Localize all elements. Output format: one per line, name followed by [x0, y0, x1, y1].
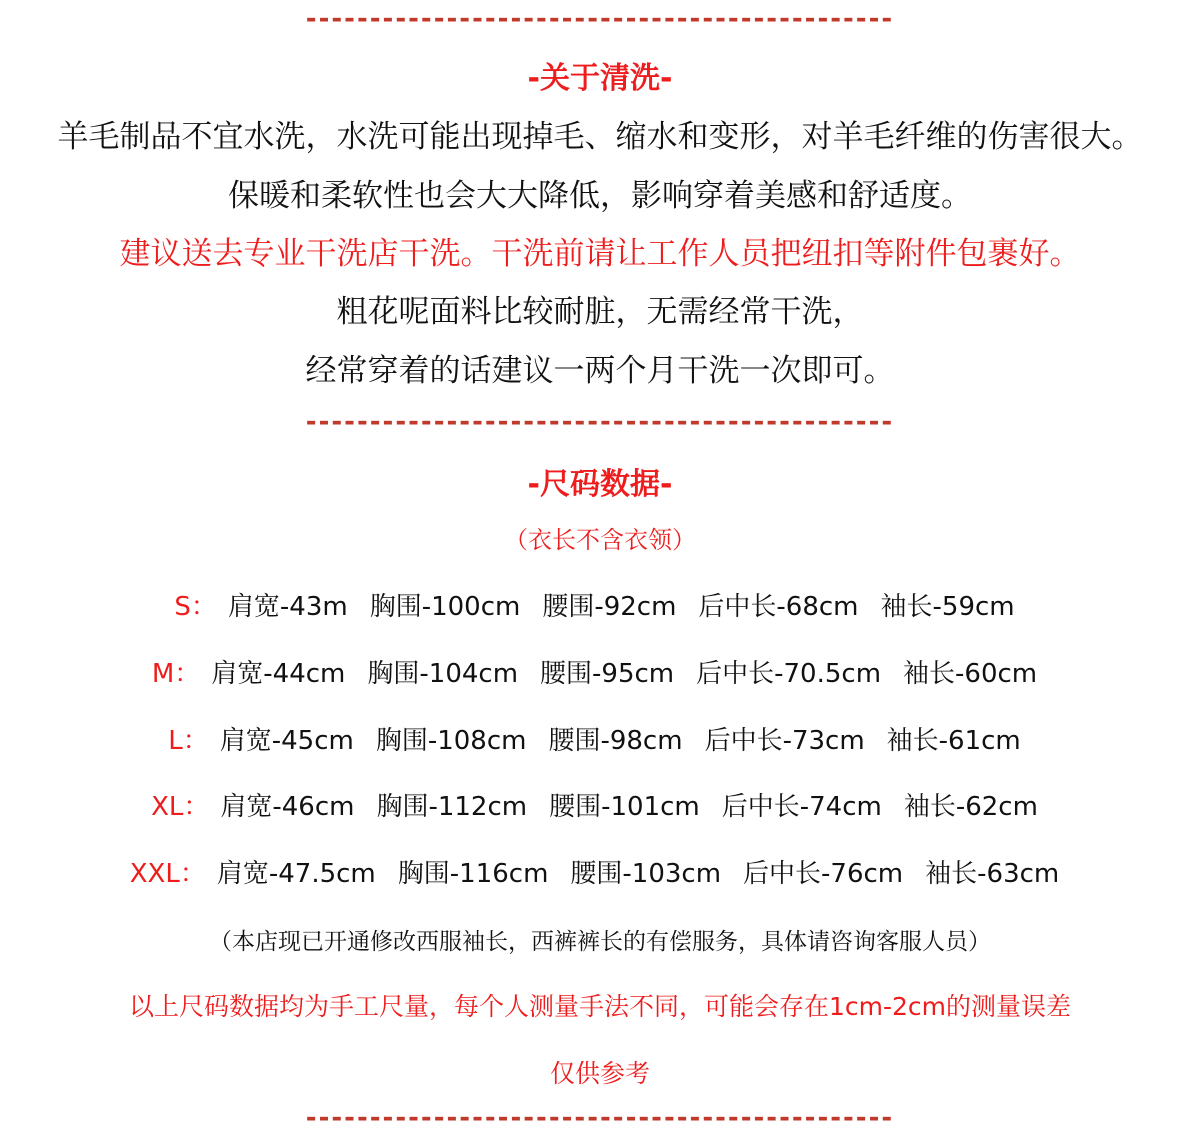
waist: 腰围-95cm	[540, 659, 675, 689]
shoulder-width: 肩宽-44cm	[211, 659, 346, 689]
chest: 胸围-108cm	[375, 726, 527, 756]
back-length: 后中长-74cm	[721, 792, 882, 822]
reference-only: 仅供参考	[549, 1059, 650, 1088]
back-length: 后中长-73cm	[704, 726, 865, 756]
shoulder-width: 肩宽-43m	[227, 592, 348, 622]
chest: 胸围-104cm	[367, 659, 519, 689]
washing-line-1: 羊毛制品不宜水洗，水洗可能出现掉毛、缩水和变形，对羊毛纤维的伤害很大。	[57, 119, 1143, 155]
size-label: M：	[151, 659, 201, 689]
divider-top: ----------------------------------------------	[305, 4, 895, 34]
waist: 腰围-98cm	[548, 726, 683, 756]
back-length: 后中长-76cm	[743, 859, 904, 889]
washing-line-5: 经常穿着的话建议一两个月干洗一次即可。	[305, 353, 895, 389]
waist: 腰围-103cm	[570, 859, 722, 889]
size-title: -尺码数据-	[527, 467, 673, 502]
divider-bottom: ----------------------------------------------	[305, 1103, 895, 1133]
size-row-xxl	[0, 856, 1200, 892]
back-length: 后中长-68cm	[698, 592, 859, 622]
washing-line-3: 建议送去专业干洗店干洗。干洗前请让工作人员把纽扣等附件包裹好。	[119, 236, 1081, 272]
sleeve-length: 袖长-59cm	[880, 592, 1015, 622]
back-length: 后中长-70.5cm	[696, 659, 882, 689]
size-row-m	[0, 656, 1200, 692]
size-row-l	[0, 723, 1200, 759]
washing-line-2: 保暖和柔软性也会大大降低，影响穿着美感和舒适度。	[228, 178, 972, 214]
washing-line-4: 粗花呢面料比较耐脏，无需经常干洗，	[336, 294, 864, 330]
sleeve-length: 袖长-62cm	[903, 792, 1038, 822]
size-label: S：	[174, 592, 217, 622]
chest: 胸围-116cm	[397, 859, 549, 889]
sleeve-length: 袖长-60cm	[903, 659, 1038, 689]
chest: 胸围-112cm	[376, 792, 528, 822]
divider-middle: ----------------------------------------------	[305, 407, 895, 437]
washing-title: -关于清洗-	[527, 61, 673, 96]
sleeve-length: 袖长-61cm	[886, 726, 1021, 756]
size-row-xl	[0, 789, 1200, 825]
chest: 胸围-100cm	[369, 592, 521, 622]
sleeve-length: 袖长-63cm	[925, 859, 1060, 889]
size-label: XXL：	[129, 859, 206, 889]
size-row-s	[0, 589, 1200, 625]
service-note: （本店现已开通修改西服袖长，西裤裤长的有偿服务，具体请咨询客服人员）	[209, 929, 991, 955]
waist: 腰围-101cm	[549, 792, 700, 822]
waist: 腰围-92cm	[542, 592, 677, 622]
size-label: XL：	[151, 792, 210, 822]
size-label: L：	[168, 726, 209, 756]
measurement-disclaimer: 以上尺码数据均为手工尺量，每个人测量手法不同，可能会存在1cm-2cm的测量误差	[128, 992, 1072, 1021]
shoulder-width: 肩宽-45cm	[219, 726, 354, 756]
shoulder-width: 肩宽-46cm	[220, 792, 355, 822]
size-subtitle: （衣长不含衣领）	[504, 526, 696, 554]
shoulder-width: 肩宽-47.5cm	[216, 859, 376, 889]
